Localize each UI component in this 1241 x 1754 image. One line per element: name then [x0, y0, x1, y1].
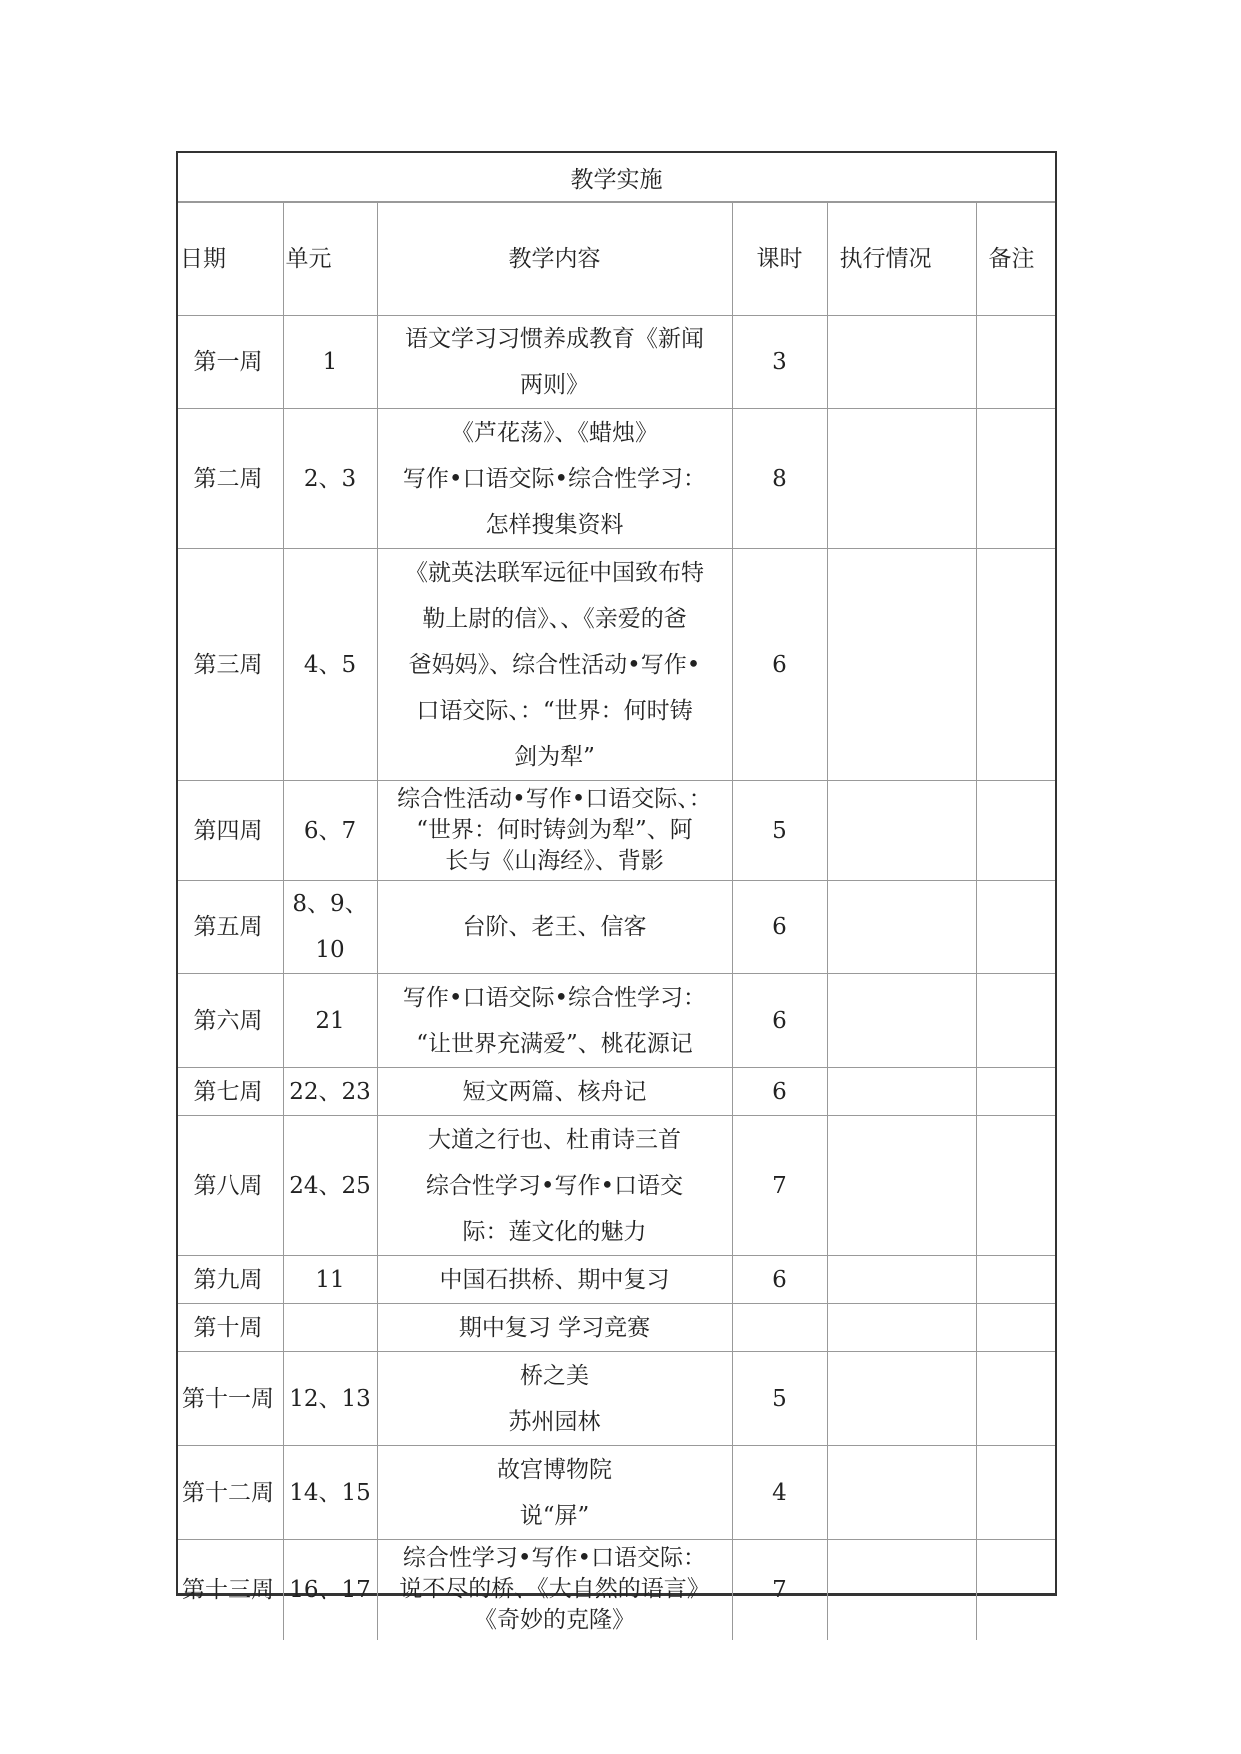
execution-cell[interactable] [827, 781, 976, 881]
notes-cell[interactable] [976, 1446, 1055, 1540]
hours-cell: 4 [732, 1446, 827, 1540]
week-label: 第十二周 [182, 1479, 274, 1506]
table-row [178, 781, 1055, 881]
content-line: 两则》 [520, 372, 589, 398]
execution-cell[interactable] [827, 409, 976, 549]
week-cell [178, 1540, 283, 1640]
header-hours: 课时 [732, 203, 827, 316]
week-cell [178, 1352, 283, 1446]
table-row [178, 974, 1055, 1068]
content-line: 际：莲文化的魅力 [462, 1218, 647, 1245]
content-cell [377, 1352, 732, 1446]
unit-cell: 14、15 [283, 1446, 377, 1540]
content-cell [377, 781, 732, 881]
unit-cell: 24、25 [283, 1116, 377, 1256]
execution-cell[interactable] [827, 1352, 976, 1446]
unit-cell: 8、9、10 [283, 881, 377, 974]
content-cell [377, 1446, 732, 1540]
week-cell [178, 1256, 283, 1304]
header-date: 日期 [178, 203, 283, 316]
week-cell [178, 549, 283, 781]
hours-cell: 6 [732, 549, 827, 781]
notes-cell[interactable] [976, 1540, 1055, 1640]
content-cell [377, 1304, 732, 1352]
content-line: 故宫博物院 [497, 1456, 612, 1483]
header-row [178, 203, 1055, 316]
week-cell [178, 1116, 283, 1256]
hours-cell: 7 [732, 1116, 827, 1256]
notes-cell[interactable] [976, 974, 1055, 1068]
unit-cell: 22、23 [283, 1068, 377, 1116]
teaching-plan-table [176, 151, 1057, 1634]
content-line: 短文两篇、核舟记 [462, 1078, 647, 1105]
table-row [178, 1068, 1055, 1116]
content-line: 大道之行也、杜甫诗三首 [428, 1126, 681, 1153]
content-cell [377, 1256, 732, 1304]
content-line: 台阶、老王、信客 [462, 914, 647, 940]
content-line: 勒上尉的信》、、《亲爱的爸 [422, 605, 687, 632]
table-row [178, 881, 1055, 974]
execution-cell[interactable] [827, 316, 976, 409]
content-line: 怎样搜集资料 [485, 511, 624, 538]
unit-cell: 6、7 [283, 781, 377, 881]
unit-cell: 1 [283, 316, 377, 409]
notes-cell[interactable] [976, 1068, 1055, 1116]
content-line: 爸妈妈》、综合性活动•写作• [408, 651, 701, 678]
week-label: 第五周 [193, 914, 263, 940]
notes-cell[interactable] [976, 881, 1055, 974]
header-unit: 单元 [283, 203, 377, 316]
content-line: 期中复习 学习竞赛 [458, 1314, 651, 1341]
content-line: 写作•口语交际•综合性学习： [402, 465, 707, 492]
hours-cell [732, 1304, 827, 1352]
hours-cell: 7 [732, 1540, 827, 1640]
unit-cell: 12、13 [283, 1352, 377, 1446]
content-line: 剑为犁” [514, 743, 595, 770]
unit-cell: 4、5 [283, 549, 377, 781]
table-row [178, 409, 1055, 549]
hours-cell: 5 [732, 1352, 827, 1446]
notes-cell[interactable] [976, 549, 1055, 781]
content-line: 语文学习习惯养成教育《新闻 [405, 326, 704, 352]
table-row [178, 1116, 1055, 1256]
content-line: 《就英法联军远征中国致布特 [405, 559, 704, 586]
content-line: 中国石拱桥、期中复习 [439, 1266, 670, 1293]
header-content: 教学内容 [377, 203, 732, 316]
execution-cell[interactable] [827, 1304, 976, 1352]
hours-cell: 6 [732, 1068, 827, 1116]
unit-cell: 16、17 [283, 1540, 377, 1640]
week-label: 第十一周 [182, 1385, 274, 1412]
table-row [178, 1446, 1055, 1540]
week-cell [178, 881, 283, 974]
content-cell [377, 881, 732, 974]
content-line: 说“屏” [519, 1502, 590, 1529]
week-cell [178, 1446, 283, 1540]
notes-cell[interactable] [976, 409, 1055, 549]
content-line: “世界：何时铸剑为犁”、阿 [416, 817, 693, 843]
week-label: 第二周 [193, 465, 263, 492]
content-line: 口语交际、：“世界：何时铸 [416, 697, 693, 724]
content-line: 苏州园林 [508, 1408, 601, 1435]
week-cell [178, 1304, 283, 1352]
header-notes: 备注 [976, 203, 1055, 316]
content-line: 综合性学习•写作•口语交 [425, 1172, 684, 1199]
hours-cell: 5 [732, 781, 827, 881]
content-line: 桥之美 [520, 1362, 589, 1389]
content-line: 说不尽的桥、《大自然的语言》 [399, 1576, 710, 1603]
week-label: 第十周 [193, 1314, 263, 1341]
execution-cell[interactable] [827, 1540, 976, 1640]
execution-cell[interactable] [827, 1256, 976, 1304]
execution-cell[interactable] [827, 549, 976, 781]
content-line: 《奇妙的克隆》 [474, 1607, 635, 1634]
week-label: 第七周 [193, 1078, 263, 1105]
week-label: 第九周 [193, 1266, 263, 1293]
table-row [178, 1540, 1055, 1640]
execution-cell[interactable] [827, 974, 976, 1068]
notes-cell[interactable] [976, 1304, 1055, 1352]
content-cell [377, 974, 732, 1068]
execution-cell[interactable] [827, 1068, 976, 1116]
table-row [178, 1352, 1055, 1446]
week-label: 第八周 [193, 1172, 263, 1199]
schedule-table [178, 202, 1055, 1640]
notes-cell[interactable] [976, 316, 1055, 409]
execution-cell[interactable] [827, 881, 976, 974]
hours-cell: 3 [732, 316, 827, 409]
notes-cell[interactable] [976, 1116, 1055, 1256]
notes-cell[interactable] [976, 1256, 1055, 1304]
content-line: “让世界充满爱”、桃花源记 [416, 1030, 693, 1057]
notes-cell[interactable] [976, 1352, 1055, 1446]
week-label: 第十三周 [182, 1576, 274, 1603]
table-row [178, 1304, 1055, 1352]
content-line: 长与《山海经》、背影 [445, 848, 664, 874]
execution-cell[interactable] [827, 1116, 976, 1256]
week-cell [178, 974, 283, 1068]
table-row [178, 1256, 1055, 1304]
content-line: 综合性学习•写作•口语交际： [402, 1545, 707, 1572]
hours-cell: 8 [732, 409, 827, 549]
content-cell [377, 1540, 732, 1640]
content-cell [377, 1068, 732, 1116]
content-cell [377, 316, 732, 409]
content-cell [377, 549, 732, 781]
week-cell [178, 316, 283, 409]
week-label: 第三周 [193, 651, 263, 678]
unit-cell: 21 [283, 974, 377, 1068]
execution-cell[interactable] [827, 1446, 976, 1540]
content-line: 《芦花荡》、《蜡烛》 [451, 419, 658, 446]
table-row [178, 549, 1055, 781]
unit-cell [283, 1304, 377, 1352]
content-line: 综合性活动•写作•口语交际、： [397, 786, 712, 812]
unit-cell: 11 [283, 1256, 377, 1304]
unit-cell: 2、3 [283, 409, 377, 549]
hours-cell: 6 [732, 881, 827, 974]
week-cell [178, 781, 283, 881]
header-execution: 执行情况 [827, 203, 976, 316]
content-cell [377, 409, 732, 549]
week-cell [178, 409, 283, 549]
table-row [178, 316, 1055, 409]
table-title: 教学实施 [178, 153, 1055, 202]
week-label: 第一周 [193, 349, 263, 375]
content-cell [377, 1116, 732, 1256]
week-label: 第四周 [193, 817, 263, 844]
hours-cell: 6 [732, 974, 827, 1068]
hours-cell: 6 [732, 1256, 827, 1304]
week-label: 第六周 [193, 1007, 263, 1034]
content-line: 写作•口语交际•综合性学习： [402, 984, 707, 1011]
notes-cell[interactable] [976, 781, 1055, 881]
week-cell [178, 1068, 283, 1116]
